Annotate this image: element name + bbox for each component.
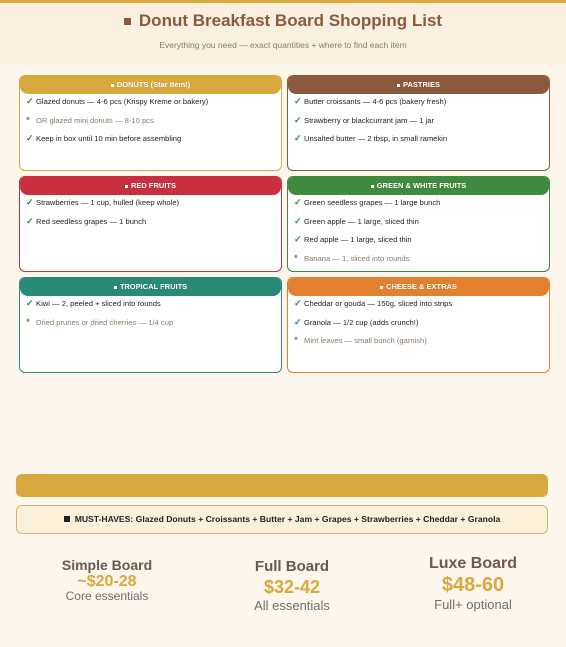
tier-price: $32-42 bbox=[263, 577, 321, 597]
square-icon bbox=[371, 185, 374, 188]
check-icon: ✓ bbox=[294, 96, 302, 106]
square-icon bbox=[125, 185, 128, 188]
square-icon bbox=[124, 18, 131, 25]
square-icon bbox=[397, 84, 400, 87]
tier-price: $48-60 bbox=[441, 574, 505, 596]
item-list bbox=[20, 296, 281, 328]
item-list bbox=[288, 94, 549, 144]
item-text: Mint leaves — small bunch (garnish) bbox=[304, 336, 427, 345]
square-icon bbox=[114, 286, 117, 289]
item-text: Green apple — 1 large, sliced thin bbox=[304, 216, 419, 226]
header bbox=[0, 3, 566, 64]
check-icon: ✓ bbox=[26, 133, 34, 143]
list-item bbox=[26, 134, 275, 144]
square-icon bbox=[111, 84, 114, 87]
card-title: TROPICAL FRUITS bbox=[119, 282, 188, 291]
square-icon bbox=[64, 516, 70, 522]
category-card bbox=[287, 75, 550, 171]
list-item bbox=[26, 198, 275, 208]
tier-description: Core essentials bbox=[65, 589, 149, 603]
list-item bbox=[294, 116, 543, 126]
item-text: Red seedless grapes — 1 bunch bbox=[36, 216, 147, 226]
item-text: Butter croissants — 4-6 pcs (bakery fresh) bbox=[304, 97, 447, 106]
check-icon: ✓ bbox=[294, 234, 302, 244]
item-text: Unsalted butter — 2 tbsp, in small ramekin bbox=[304, 134, 448, 143]
list-item bbox=[26, 299, 275, 309]
bullet-icon: • bbox=[294, 333, 298, 345]
check-icon: ✓ bbox=[294, 197, 302, 207]
check-icon: ✓ bbox=[294, 298, 302, 308]
card-title: DONUTS (Star Item!) bbox=[116, 80, 191, 89]
list-item bbox=[294, 299, 543, 309]
category-card bbox=[287, 277, 550, 373]
page-subtitle: Everything you need — exact quantities + where to find each item bbox=[159, 40, 407, 50]
check-icon: ✓ bbox=[294, 114, 302, 125]
tier-description: All essentials bbox=[254, 598, 330, 613]
item-list bbox=[20, 195, 281, 227]
category-card bbox=[287, 176, 550, 272]
check-icon: ✓ bbox=[26, 215, 34, 226]
item-list bbox=[288, 296, 549, 346]
tier-full bbox=[226, 558, 358, 613]
check-icon: ✓ bbox=[26, 298, 34, 308]
card-header bbox=[20, 76, 281, 94]
list-item bbox=[294, 198, 543, 208]
check-icon: ✓ bbox=[294, 215, 302, 226]
item-text: OR glazed mini donuts — 8-10 pcs bbox=[36, 115, 154, 125]
list-item bbox=[26, 112, 275, 126]
bullet-icon: • bbox=[26, 314, 30, 327]
tier-luxe bbox=[407, 554, 539, 612]
item-text: Kiwi — 2, peeled + sliced into rounds bbox=[36, 299, 161, 308]
category-card bbox=[19, 277, 282, 373]
list-item bbox=[26, 97, 275, 107]
list-item bbox=[294, 333, 543, 346]
item-text: Strawberry or blackcurrant jam — 1 jar bbox=[304, 115, 434, 125]
tier-name: Full Board bbox=[254, 558, 330, 575]
list-item bbox=[294, 235, 543, 245]
card-header bbox=[288, 278, 549, 296]
list-item bbox=[26, 217, 275, 227]
item-text: Banana — 1, sliced into rounds bbox=[304, 253, 410, 263]
item-text: Granola — 1/2 cup (adds crunch!) bbox=[304, 317, 419, 327]
item-list bbox=[288, 195, 549, 264]
card-title: GREEN & WHITE FRUITS bbox=[376, 181, 467, 190]
page-title: Donut Breakfast Board Shopping List bbox=[0, 11, 566, 31]
category-card bbox=[19, 176, 282, 272]
list-item bbox=[294, 217, 543, 227]
list-item bbox=[294, 318, 543, 328]
list-item bbox=[294, 97, 543, 107]
square-icon bbox=[380, 286, 383, 289]
list-item bbox=[294, 250, 543, 264]
card-header bbox=[288, 177, 549, 195]
check-icon: ✓ bbox=[294, 133, 302, 143]
check-icon: ✓ bbox=[26, 197, 34, 207]
item-list bbox=[20, 94, 281, 144]
card-header bbox=[20, 278, 281, 296]
card-title: CHEESE & EXTRAS bbox=[386, 282, 457, 291]
card-title: PASTRIES bbox=[403, 80, 440, 89]
must-haves-text: MUST-HAVES: Glazed Donuts + Croissants + Butter + Jam + Grapes + Strawberries + Cheddar + Granola bbox=[74, 514, 501, 524]
bullet-icon: • bbox=[26, 112, 30, 125]
item-text: Cheddar or gouda — 150g, sliced into strips bbox=[304, 299, 453, 308]
check-icon: ✓ bbox=[26, 96, 34, 106]
gold-banner bbox=[16, 474, 548, 497]
item-text: Strawberries — 1 cup, hulled (keep whole) bbox=[36, 198, 180, 207]
bullet-icon: • bbox=[294, 250, 298, 263]
tier-description: Full+ optional bbox=[434, 597, 512, 612]
tier-name: Luxe Board bbox=[428, 555, 517, 572]
check-icon: ✓ bbox=[294, 316, 302, 327]
item-text: Green seedless grapes — 1 large bunch bbox=[304, 198, 441, 207]
item-text: Glazed donuts — 4-6 pcs (Krispy Kreme or bakery) bbox=[36, 97, 209, 106]
tier-price: ~$20-28 bbox=[77, 573, 137, 590]
item-text: Keep in box until 10 min before assembling bbox=[36, 134, 182, 143]
card-title: RED FRUITS bbox=[131, 181, 176, 190]
tier-name: Simple Board bbox=[61, 557, 153, 573]
tier-simple bbox=[48, 557, 166, 603]
must-haves-box bbox=[16, 505, 548, 534]
card-header bbox=[20, 177, 281, 195]
list-item bbox=[294, 134, 543, 144]
list-item bbox=[26, 314, 275, 328]
item-text: Dried prunes or dried cherries — 1/4 cup bbox=[36, 317, 174, 327]
item-text: Red apple — 1 large, sliced thin bbox=[304, 235, 412, 244]
card-header bbox=[288, 76, 549, 94]
category-card bbox=[19, 75, 282, 171]
